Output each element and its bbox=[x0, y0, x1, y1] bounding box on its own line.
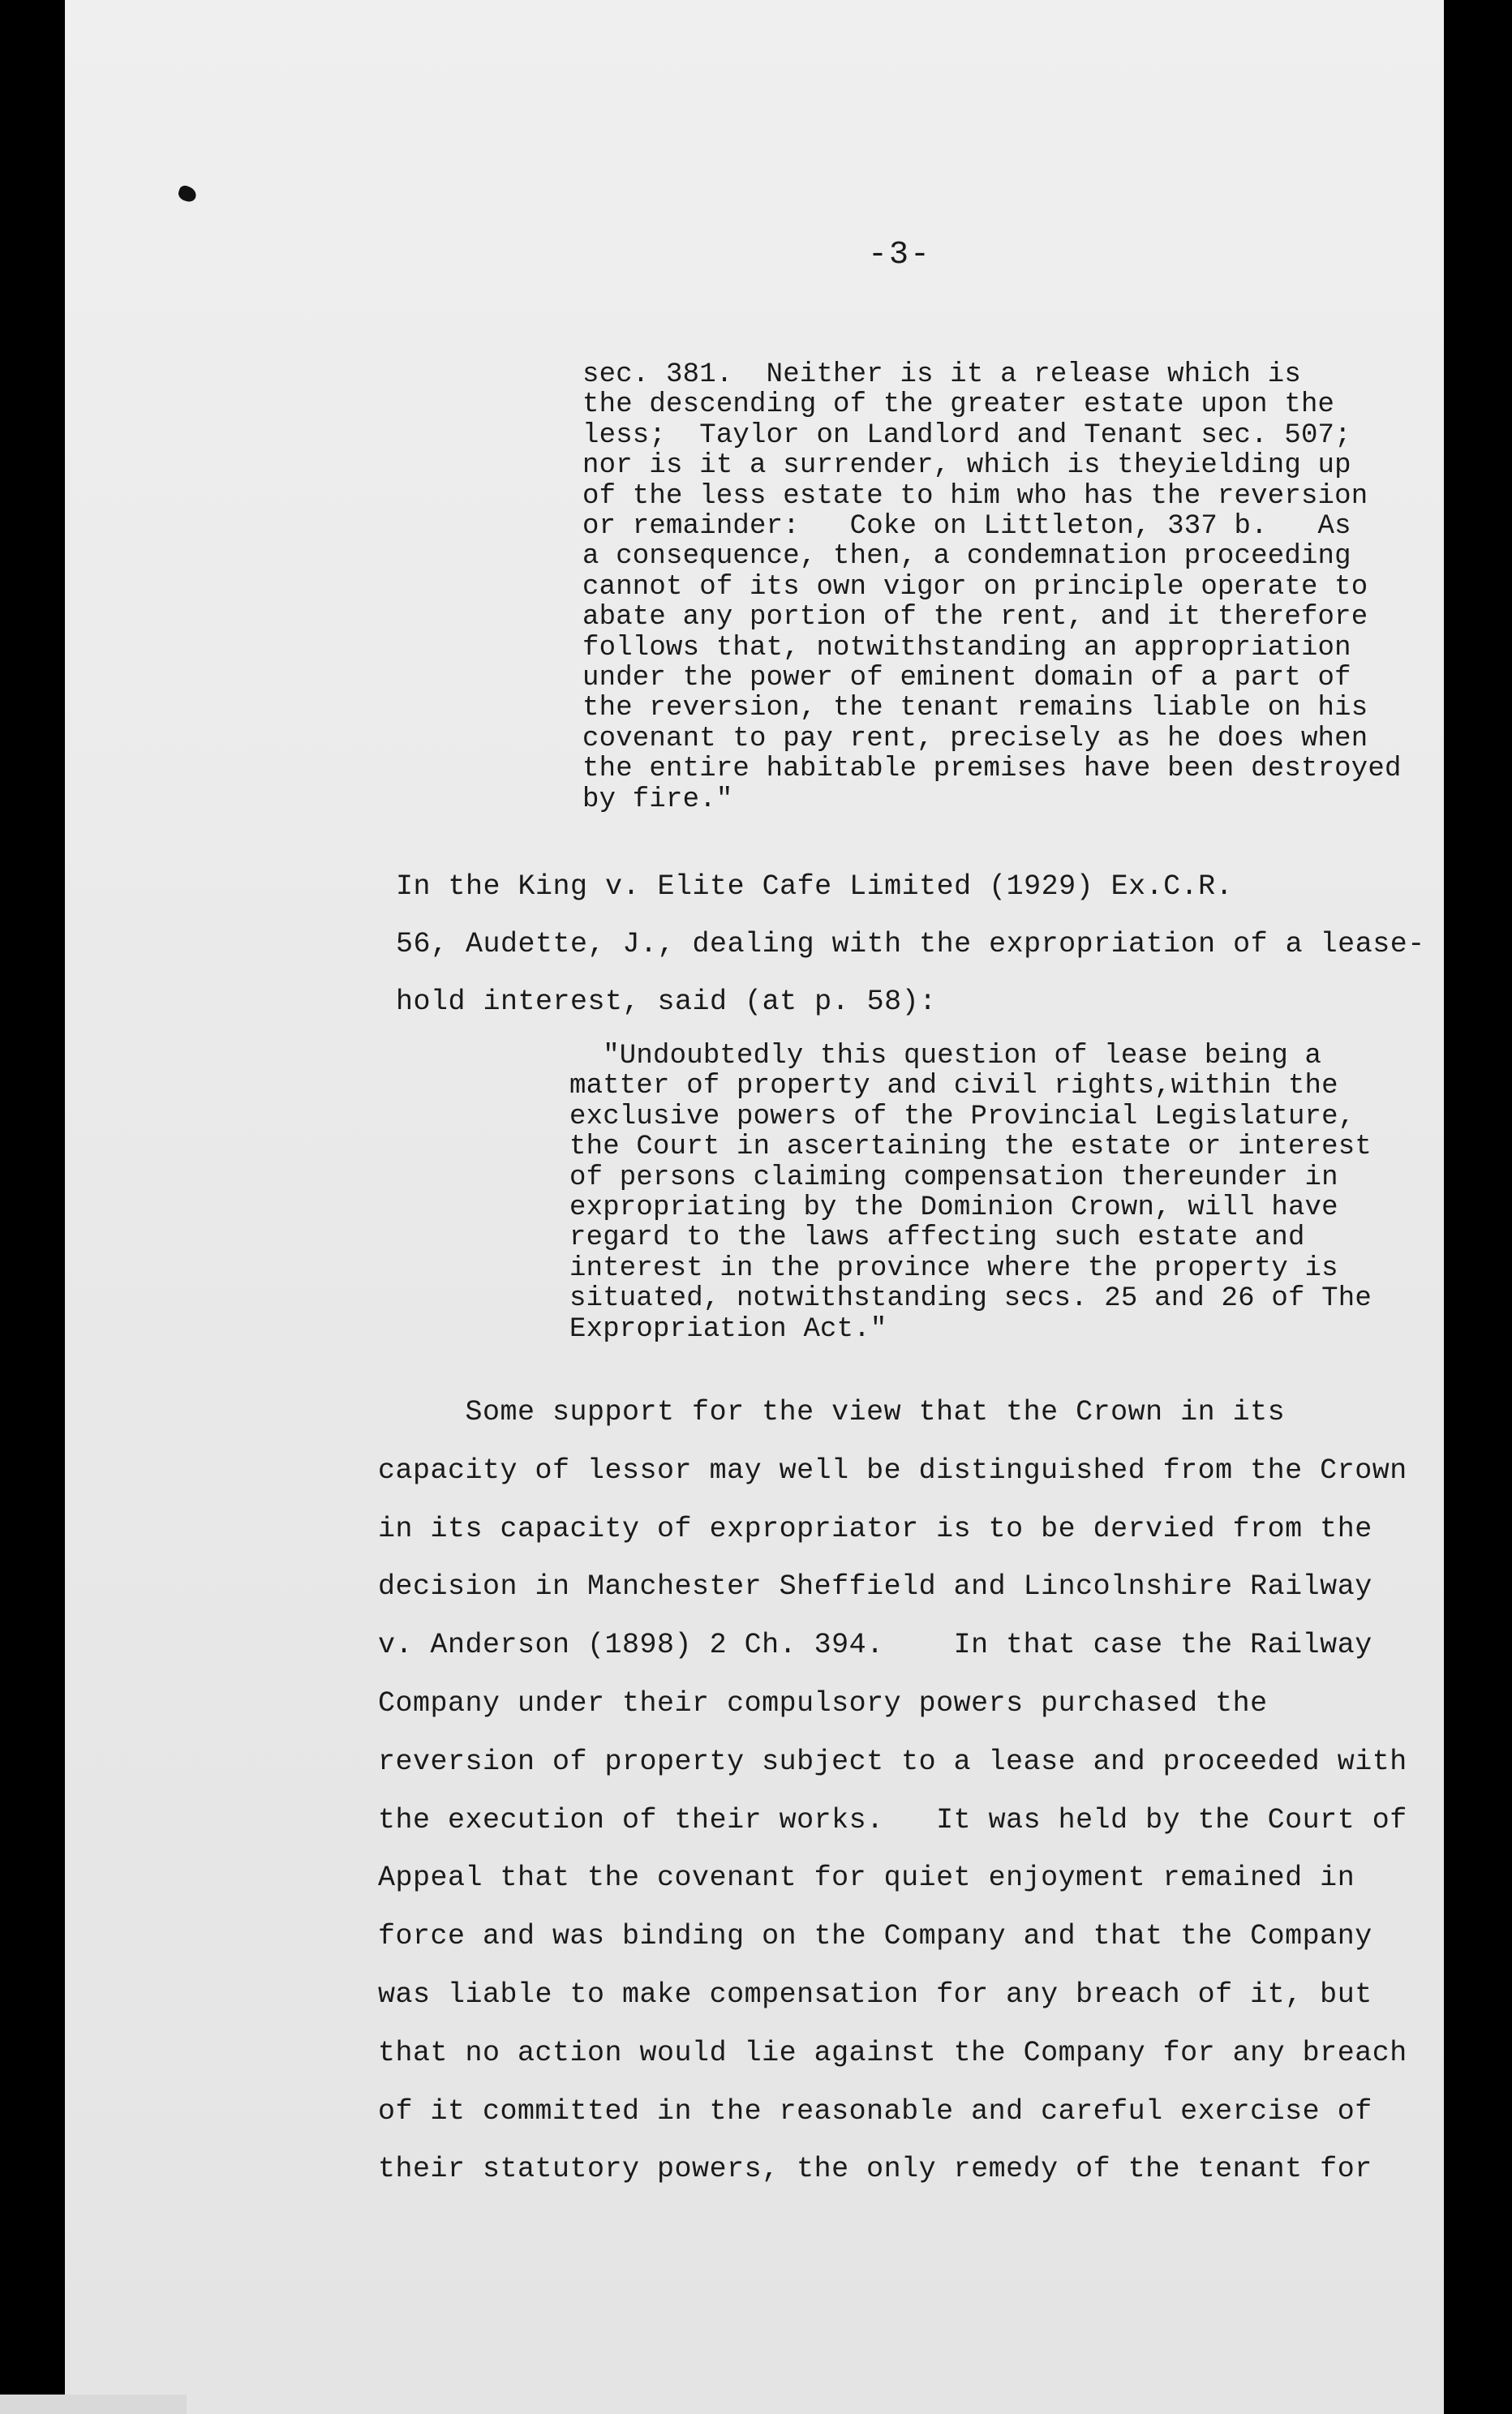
quote-line: of the less estate to him who has the reversion bbox=[582, 480, 1368, 512]
paragraph-line: capacity of lessor may well be distinguished from the Crown bbox=[378, 1454, 1407, 1487]
quote-line: less; Taylor on Landlord and Tenant sec. 507; bbox=[582, 419, 1351, 451]
quote-line: exclusive powers of the Provincial Legislature, bbox=[569, 1101, 1355, 1132]
quote-line: the descending of the greater estate upon the bbox=[582, 389, 1335, 421]
quote-line: covenant to pay rent, precisely as he does when bbox=[582, 723, 1368, 754]
quote-line: nor is it a surrender, which is theyielding up bbox=[582, 450, 1351, 482]
paragraph-line: force and was binding on the Company and that the Company bbox=[378, 1920, 1372, 1953]
page-number: -3- bbox=[868, 237, 932, 273]
paragraph-line: reversion of property subject to a lease and proceeded with bbox=[378, 1745, 1407, 1778]
quote-line: the reversion, the tenant remains liable on his bbox=[582, 693, 1368, 724]
quote-line: under the power of eminent domain of a part of bbox=[582, 663, 1351, 694]
paragraph-line: Company under their compulsory powers purchased the bbox=[378, 1686, 1268, 1720]
quote-line: "Undoubtedly this question of lease being a bbox=[569, 1041, 1322, 1072]
paragraph-line: hold interest, said (at p. 58): bbox=[396, 986, 937, 1018]
block-quote-coke bbox=[582, 360, 1402, 815]
paragraph-line: of it committed in the reasonable and careful exercise of bbox=[378, 2094, 1372, 2128]
quote-line: situated, notwithstanding secs. 25 and 26 of The bbox=[569, 1283, 1372, 1315]
quote-line: abate any portion of the rent, and it therefore bbox=[582, 602, 1368, 634]
paragraph-manchester-railway bbox=[378, 1384, 1407, 2199]
paragraph-line: Some support for the view that the Crown in its bbox=[378, 1396, 1286, 1428]
quote-line: sec. 381. Neither is it a release which is bbox=[582, 359, 1301, 390]
film-edge-tab bbox=[0, 2395, 187, 2414]
quote-line: or remainder: Coke on Littleton, 337 b. As bbox=[582, 511, 1351, 543]
block-quote-audette bbox=[569, 1042, 1372, 1345]
paragraph-line: was liable to make compensation for any breach of it, but bbox=[378, 1978, 1372, 2011]
paragraph-elite-cafe bbox=[396, 858, 1425, 1031]
ink-blot-mark bbox=[177, 184, 199, 204]
paragraph-line: that no action would lie against the Company for any breach bbox=[378, 2036, 1407, 2069]
paragraph-line: v. Anderson (1898) 2 Ch. 394. In that case the Railway bbox=[378, 1629, 1372, 1662]
quote-line: the entire habitable premises have been destroyed bbox=[582, 754, 1402, 785]
quote-line: interest in the province where the property is bbox=[569, 1252, 1338, 1284]
document-page bbox=[65, 0, 1444, 2414]
quote-line: follows that, notwithstanding an appropriation bbox=[582, 632, 1351, 664]
quote-line: regard to the laws affecting such estate and bbox=[569, 1222, 1305, 1254]
paragraph-line: in its capacity of expropriator is to be dervied from the bbox=[378, 1512, 1372, 1545]
paragraph-line: In the King v. Elite Cafe Limited (1929) Ex.C.R. bbox=[396, 870, 1234, 903]
paragraph-line: Appeal that the covenant for quiet enjoyment remained in bbox=[378, 1862, 1355, 1895]
paragraph-line: decision in Manchester Sheffield and Lincolnshire Railway bbox=[378, 1570, 1372, 1604]
quote-line: by fire." bbox=[582, 784, 733, 815]
paragraph-line: the execution of their works. It was held by the Court of bbox=[378, 1803, 1407, 1836]
quote-line: of persons claiming compensation thereunder in bbox=[569, 1162, 1338, 1193]
paragraph-line: 56, Audette, J., dealing with the expropriation of a lease- bbox=[396, 928, 1425, 960]
quote-line: matter of property and civil rights,within the bbox=[569, 1071, 1338, 1102]
paragraph-line: their statutory powers, the only remedy of the tenant for bbox=[378, 2153, 1372, 2186]
quote-line: expropriating by the Dominion Crown, will have bbox=[569, 1192, 1338, 1224]
quote-line: Expropriation Act." bbox=[569, 1313, 887, 1345]
quote-line: the Court in ascertaining the estate or interest bbox=[569, 1132, 1372, 1163]
quote-line: cannot of its own vigor on principle operate to bbox=[582, 571, 1368, 603]
quote-line: a consequence, then, a condemnation proceeding bbox=[582, 541, 1351, 573]
